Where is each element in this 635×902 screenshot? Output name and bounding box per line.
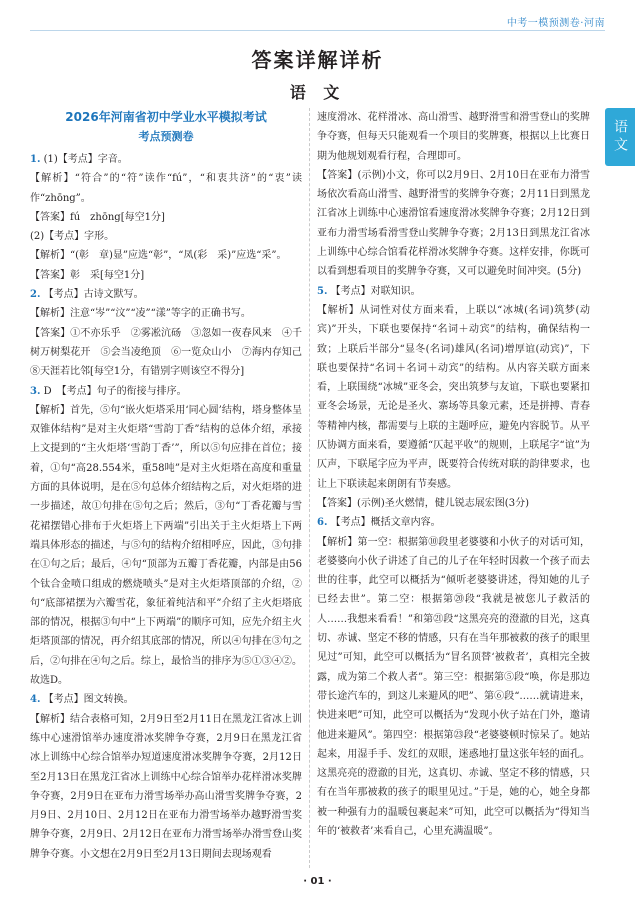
answer-paragraph bbox=[317, 282, 590, 301]
exam-subtitle: 考点预测卷 bbox=[138, 130, 194, 143]
question-number: 2. bbox=[30, 289, 41, 301]
paragraph-text: 【答案】(示例)圣火燃情，健儿锐志展宏图(3分) bbox=[317, 497, 529, 509]
page-number: · 01 · bbox=[303, 876, 332, 887]
answer-paragraph bbox=[30, 324, 312, 382]
answer-paragraph bbox=[30, 382, 302, 401]
answer-paragraph bbox=[30, 401, 302, 690]
header-divider bbox=[30, 30, 605, 31]
answer-paragraph bbox=[317, 494, 590, 513]
right-column bbox=[317, 108, 590, 841]
answer-paragraph bbox=[317, 533, 590, 842]
answer-paragraph bbox=[30, 208, 302, 227]
answer-paragraph bbox=[30, 710, 302, 864]
paragraph-text: 【答案】①不亦乐乎 ②雾凇沆砀 ③忽如一夜春风来 ④千树万树梨花开 ⑤会当凌绝顶 ⑥一览众山小 ⑦海内存知己 ⑧天涯若比邻[每空1分，有错别字则该空不得分] bbox=[30, 327, 312, 378]
answer-paragraph bbox=[30, 169, 302, 208]
paragraph-text: 【解析】首先，⑤句“嵌火炬塔采用‘同心圆’结构，塔身整体呈双锥体结构”是对主火炬塔“雪韵丁香”结构的总体介绍，承接上文提到的“主火炬塔‘雪韵丁香’”，所以⑤句应排在首位；接着，①句“高28.554米，重58吨”是对主火炬塔在高度和重量方面的具体说明，是在⑤句总体介绍结构之后，对火炬塔的进一步描述，故①句排在⑤句之后；然后，③句“丁香花瓣与雪花裙摆错心排布于火炬塔上下两端”引出关于主火炬塔上下两端具体形态的描述，与⑤句的结构介绍相呼应，因此，③句排在①句之后；最后，④句“顶部为五瓣丁香花瓣，内部是由56个钛合金喷口组成的燃烧喷头”是对主火炬塔顶部的介绍，②句“底部裙摆为六瓣雪花，象征着纯洁和平”介绍了主火炬塔底部的情况，根据③句中“上下两端”的顺序可知，应先介绍主火炬塔顶部的情况，再介绍其底部的情况，所以④句排在③句之后，②句排在④句之后。综上，最恰当的排序为⑤①③④②。故选D。 bbox=[30, 404, 302, 687]
exam-title: 2026年河南省初中学业水平模拟考试 bbox=[65, 110, 267, 124]
subject-side-tab[interactable]: 语文 bbox=[605, 108, 635, 166]
subject-title: 语 文 bbox=[289, 83, 346, 102]
paragraph-text: 【考点】图文转换。 bbox=[43, 694, 134, 706]
answer-paragraph bbox=[30, 246, 302, 265]
left-column-body bbox=[30, 150, 312, 864]
paragraph-text: 【考点】对联知识。 bbox=[330, 285, 421, 297]
answer-paragraph bbox=[30, 304, 302, 323]
page-title: 答案详解详析 bbox=[251, 48, 384, 72]
paragraph-text: 【解析】注意“岑”“汶”“凌”“漾”等字的正确书写。 bbox=[30, 308, 251, 320]
answer-paragraph bbox=[30, 285, 302, 304]
question-number: 6. bbox=[317, 517, 328, 529]
question-number: 3. bbox=[30, 385, 41, 397]
answer-paragraph bbox=[30, 150, 302, 169]
paragraph-text: 速度滑冰、花样滑冰、高山滑雪、越野滑雪和滑雪登山的奖牌争夺赛，但每天只能观看一个项目的奖牌赛，根据以上比赛日期为他规划观看行程，合理即可。 bbox=[317, 112, 590, 162]
question-number: 1. bbox=[30, 154, 41, 165]
paragraph-text: 【答案】彰 采[每空1分] bbox=[30, 269, 145, 281]
paragraph-text: 【考点】古诗文默写。 bbox=[43, 289, 144, 301]
paragraph-text: 【解析】从词性对仗方面来看，上联以“冰城(名词)筑梦(动宾)”开头，下联也要保持“名词＋动宾”的结构，确保结构一致；上联后半部分“显冬(名词)雄风(名词)增厚谊(动宾)”，下联也要保持“名词＋名词＋动宾”的结构。从内容关联方面来看，上联围绕“冰城”亚冬会，突出筑梦与友谊，下联也要紧扣亚冬会场景，无论是圣火、寨场等具象元素，还是拼搏、青春等精神内核，都需要与上联的主题呼应，避免内容脱节。从平仄协调方面来看，要遵循“仄起平收”的规则，上联尾字“谊”为仄声，下联尾字应为平声，既要符合传统对联的韵律要求，也让上下联读起来朗朗有节奏感。 bbox=[317, 304, 590, 490]
paragraph-text: 【解析】“符合”的“符”读作“fú”，“和衷共济”的“衷”读作“zhōng”。 bbox=[30, 173, 302, 204]
paragraph-text: (1)【考点】字音。 bbox=[43, 154, 128, 165]
paragraph-text: 【答案】fú zhōng[每空1分] bbox=[30, 211, 165, 223]
question-number: 5. bbox=[317, 285, 328, 297]
question-number: 4. bbox=[30, 694, 41, 706]
paragraph-text: 【考点】概括文章内容。 bbox=[330, 517, 441, 529]
answer-paragraph bbox=[317, 513, 590, 532]
answer-paragraph bbox=[317, 108, 590, 166]
answer-paragraph bbox=[30, 690, 302, 709]
paragraph-text: (2)【考点】字形。 bbox=[30, 231, 115, 243]
paragraph-text: D 【考点】句子的衔接与排序。 bbox=[43, 385, 187, 397]
paragraph-text: 【解析】第一空：根据第⑩段里老婆婆和小伙子的对话可知，老婆婆向小伙子讲述了自己的儿子在年轻时因救一个孩子而去世的往事，此空可以概括为“倾听老婆婆讲述，得知她的儿子已经去世”。第二空：根据第⑳段“我就是被您儿子救活的人……我想来看看！”和第㉑段“这黑亮亮的澄澈的目光，这真切、赤诚、坚定不移的情感，只有在当年那被救的孩子的眼里见过”可知，此空可以概括为“冒名顶替‘被救者’，真相完全披露，成为第二个救人者”。第三空：根据第⑤段“唤，你是那边带长途汽车的，到这儿来避风的吧”、第⑥段“……就请进来，快进来吧”可知，此空可以概括为“发现小伙子站在门外，邀请他进来避风”。第四空：根据第㉓段“老婆婆顿时惊呆了。她站起来，用湿手手、发红的双眼，迷惑地打量这张年轻的面孔。这黑亮亮的澄澈的目光，这真切、赤诚、坚定不移的情感，只有在当年那被救的孩子的眼里见过。”于是，她的心，她全身都被一种强有力的温暖包裹起来”可知，此空可以概括为“得知当年的‘被救者’来看自己，心里充满温暖”。 bbox=[317, 536, 590, 837]
answer-paragraph bbox=[30, 266, 302, 285]
answer-paragraph bbox=[317, 301, 590, 494]
left-column bbox=[30, 108, 312, 864]
answer-paragraph bbox=[317, 166, 590, 282]
column-divider bbox=[309, 108, 310, 868]
right-column-body bbox=[317, 108, 590, 841]
paragraph-text: 【解析】“(彰 章)显”应选“彰”，“凤(彩 采)”应选“采”。 bbox=[30, 250, 287, 262]
answer-paragraph bbox=[30, 227, 302, 246]
paragraph-text: 【答案】(示例)小文，你可以2月9日、2月10日在亚布力滑雪场依次看高山滑雪、越野滑雪的奖牌争夺赛；2月11日到黑龙江省冰上训练中心速滑馆看速度滑冰奖牌争夺赛；2月12日到亚布力滑雪场看滑雪登山奖牌争夺赛；2月13日到黑龙江省冰上训练中心综合馆看花样滑冰奖牌争夺赛。这样安排，你既可以看到想看项目的奖牌争夺赛，又可以避免时间冲突。(5分) bbox=[317, 169, 590, 278]
exam-series-tag: 中考一模预测卷·河南 bbox=[506, 18, 605, 29]
paragraph-text: 【解析】结合表格可知，2月9日至2月11日在黑龙江省冰上训练中心速滑馆举办速度滑冰奖牌争夺赛，2月9日在黑龙江省冰上训练中心综合馆举办短道速度滑冰奖牌争夺赛，2月12日至2月13日在黑龙江省冰上训练中心综合馆举办花样滑冰奖牌争夺赛，2月9日在亚布力滑雪场举办高山滑雪奖牌争夺赛，2月9日、2月10日、2月12日在亚布力滑雪场举办越野滑雪奖牌争夺赛，2月9日、2月12日在亚布力滑雪场举办滑雪登山奖牌争夺赛。小文想在2月9日至2月13日期间去现场观看 bbox=[30, 713, 302, 860]
